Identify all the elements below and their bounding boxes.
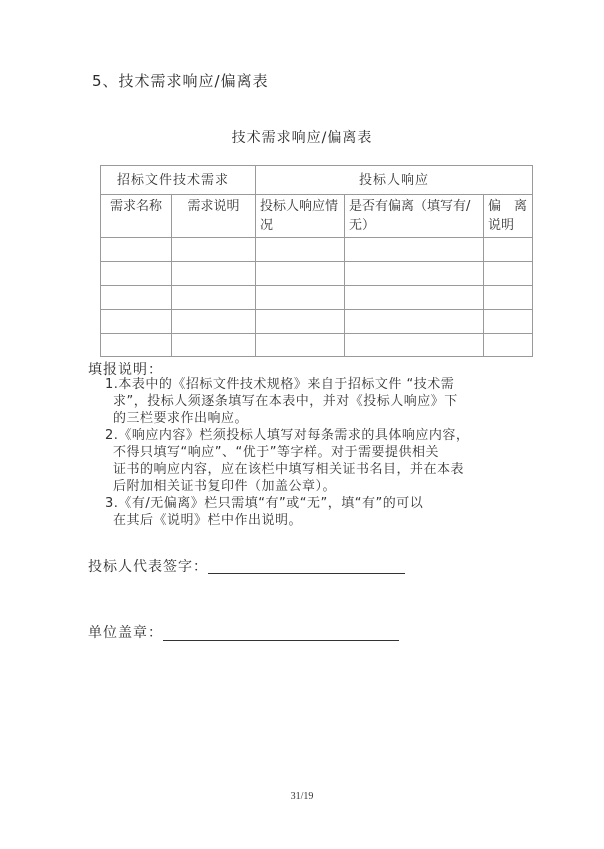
signature-label: 投标人代表签字： xyxy=(88,559,208,575)
seal-line xyxy=(163,640,399,641)
signature-line xyxy=(208,573,405,574)
column-header-requirement-name: 需求名称 xyxy=(101,195,172,238)
note-line: 在其后《说明》栏中作出说明。 xyxy=(113,513,303,528)
table-group-header-row xyxy=(101,166,533,195)
table-cell xyxy=(101,262,172,286)
table-cell xyxy=(484,310,533,334)
table-cell xyxy=(172,334,256,357)
column-header-deviation-note: 偏 离说明 xyxy=(484,195,533,238)
note-line: 后附加相关证书复印件（加盖公章）。 xyxy=(113,479,337,494)
table-cell xyxy=(345,286,484,310)
table-cell xyxy=(172,238,256,262)
table-cell xyxy=(484,238,533,262)
table-cell xyxy=(101,334,172,357)
note-line: 3.《有/无偏离》栏只需填“有”或“无”，填“有”的可以 xyxy=(105,496,424,511)
table-cell xyxy=(484,286,533,310)
table-cell xyxy=(256,238,345,262)
seal-label: 单位盖章： xyxy=(88,625,163,641)
notes-list xyxy=(105,376,545,529)
table-row xyxy=(101,334,533,357)
note-line: 1.本表中的《招标文件技术规格》来自于招标文件 “技术需 xyxy=(105,377,455,392)
column-header-requirement-description: 需求说明 xyxy=(172,195,256,238)
table-row xyxy=(101,310,533,334)
note-line: 不得只填写“响应”、“优于”等字样。对于需要提供相关 xyxy=(113,445,439,460)
note-line: 证书的响应内容，应在该栏中填写相关证书名目，并在本表 xyxy=(113,462,465,477)
table-cell xyxy=(484,262,533,286)
note-item xyxy=(105,495,545,529)
table-cell xyxy=(172,286,256,310)
note-line: 的三栏要求作出响应。 xyxy=(113,411,249,426)
group-header-bidder-response: 投标人响应 xyxy=(256,166,533,195)
table-cell xyxy=(345,334,484,357)
table-title: 技术需求响应/偏离表 xyxy=(231,130,373,146)
response-deviation-table xyxy=(100,165,533,357)
table-cell xyxy=(256,286,345,310)
table-row xyxy=(101,286,533,310)
table-cell xyxy=(256,262,345,286)
group-header-tender-requirements: 招标文件技术需求 xyxy=(101,166,256,195)
table-cell xyxy=(101,310,172,334)
table-cell xyxy=(484,334,533,357)
note-line: 2.《响应内容》栏须投标人填写对每条需求的具体响应内容， xyxy=(105,428,470,443)
table-cell xyxy=(256,310,345,334)
table-cell xyxy=(172,310,256,334)
table-cell xyxy=(256,334,345,357)
table-cell xyxy=(345,262,484,286)
table-cell xyxy=(345,238,484,262)
table-cell xyxy=(101,238,172,262)
table-cell xyxy=(172,262,256,286)
column-header-bidder-response: 投标人响应情况 xyxy=(256,195,345,238)
table-row xyxy=(101,238,533,262)
note-line: 求”，投标人须逐条填写在本表中，并对《投标人响应》下 xyxy=(113,394,458,409)
page-number: 31/19 xyxy=(290,791,314,802)
table-column-header-row xyxy=(101,195,533,238)
notes-heading: 填报说明： xyxy=(88,362,163,378)
table-row xyxy=(101,262,533,286)
table-cell xyxy=(101,286,172,310)
note-item xyxy=(105,427,545,495)
section-heading: 5、技术需求响应/偏离表 xyxy=(92,72,269,90)
note-item xyxy=(105,376,545,427)
table-cell xyxy=(345,310,484,334)
column-header-deviation: 是否有偏离（填写有/无） xyxy=(345,195,484,238)
